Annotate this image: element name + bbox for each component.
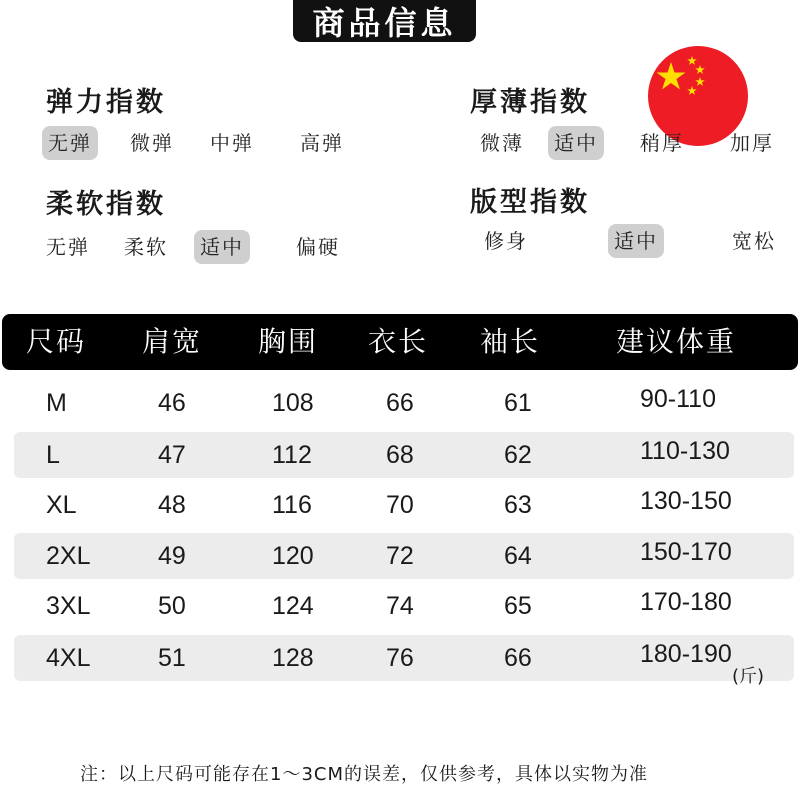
cell-chest: 120 [272, 542, 314, 570]
header-chest: 胸围 [258, 325, 319, 358]
cell-length: 74 [386, 592, 414, 620]
table-row [14, 635, 794, 681]
cell-shoulder: 48 [158, 491, 186, 519]
fit-option-loose: 宽松 [732, 229, 776, 253]
softness-option-moderate: 适中 [194, 230, 250, 264]
page-title: 商品信息 [293, 0, 476, 42]
elasticity-option-high: 高弹 [300, 131, 344, 155]
thickness-option-thick: 加厚 [730, 131, 774, 155]
softness-option-none: 无弹 [46, 235, 90, 259]
cell-chest: 124 [272, 592, 314, 620]
cell-size: XL [46, 491, 77, 519]
thickness-title: 厚薄指数 [470, 87, 590, 118]
fit-option-regular: 适中 [608, 224, 664, 258]
cell-sleeve: 66 [504, 644, 532, 672]
cell-length: 70 [386, 491, 414, 519]
cell-length: 68 [386, 441, 414, 469]
softness-option-stiff: 偏硬 [296, 235, 340, 259]
softness-option-soft: 柔软 [124, 235, 168, 259]
fit-option-slim: 修身 [484, 229, 528, 253]
elasticity-title: 弹力指数 [46, 87, 166, 118]
cell-weight: 130-150 [640, 487, 732, 515]
table-row [14, 533, 794, 579]
cell-size: 2XL [46, 542, 91, 570]
cell-shoulder: 51 [158, 644, 186, 672]
cell-length: 66 [386, 389, 414, 417]
cell-shoulder: 49 [158, 542, 186, 570]
cell-shoulder: 47 [158, 441, 186, 469]
cell-weight: 110-130 [640, 437, 730, 465]
cell-weight: 150-170 [640, 538, 732, 566]
cell-size: M [46, 389, 67, 417]
thickness-option-slightly-thick: 稍厚 [640, 131, 684, 155]
cell-shoulder: 46 [158, 389, 186, 417]
elasticity-option-none: 无弹 [42, 126, 98, 160]
cell-weight: 90-110 [640, 385, 716, 413]
table-row [14, 583, 794, 629]
fit-title: 版型指数 [470, 187, 590, 218]
table-row [14, 482, 794, 528]
size-disclaimer-note: 注：以上尺码可能存在1～3CM的误差，仅供参考，具体以实物为准 [80, 764, 649, 785]
table-row [14, 432, 794, 478]
cell-size: 4XL [46, 644, 91, 672]
thickness-option-moderate: 适中 [548, 126, 604, 160]
cell-length: 72 [386, 542, 414, 570]
cell-sleeve: 65 [504, 592, 532, 620]
elasticity-option-slight: 微弹 [130, 131, 174, 155]
cell-size: 3XL [46, 592, 91, 620]
cell-sleeve: 64 [504, 542, 532, 570]
header-sleeve: 袖长 [480, 325, 541, 358]
elasticity-option-medium: 中弹 [210, 131, 254, 155]
header-weight: 建议体重 [616, 325, 737, 358]
weight-unit-label: (斤) [732, 666, 765, 687]
cell-sleeve: 62 [504, 441, 532, 469]
cell-chest: 112 [272, 441, 312, 469]
cell-shoulder: 50 [158, 592, 186, 620]
thickness-option-thin: 微薄 [480, 131, 524, 155]
table-row [14, 380, 794, 426]
cell-size: L [46, 441, 60, 469]
header-length: 衣长 [368, 325, 429, 358]
cell-chest: 128 [272, 644, 314, 672]
softness-title: 柔软指数 [46, 189, 166, 220]
size-table-header [2, 314, 798, 370]
cell-length: 76 [386, 644, 414, 672]
cell-sleeve: 61 [504, 389, 532, 417]
cell-weight: 170-180 [640, 588, 732, 616]
cell-sleeve: 63 [504, 491, 532, 519]
header-shoulder: 肩宽 [142, 325, 203, 358]
cell-chest: 116 [272, 491, 312, 519]
cell-weight: 180-190 [640, 640, 732, 668]
cell-chest: 108 [272, 389, 314, 417]
header-size: 尺码 [26, 325, 87, 358]
